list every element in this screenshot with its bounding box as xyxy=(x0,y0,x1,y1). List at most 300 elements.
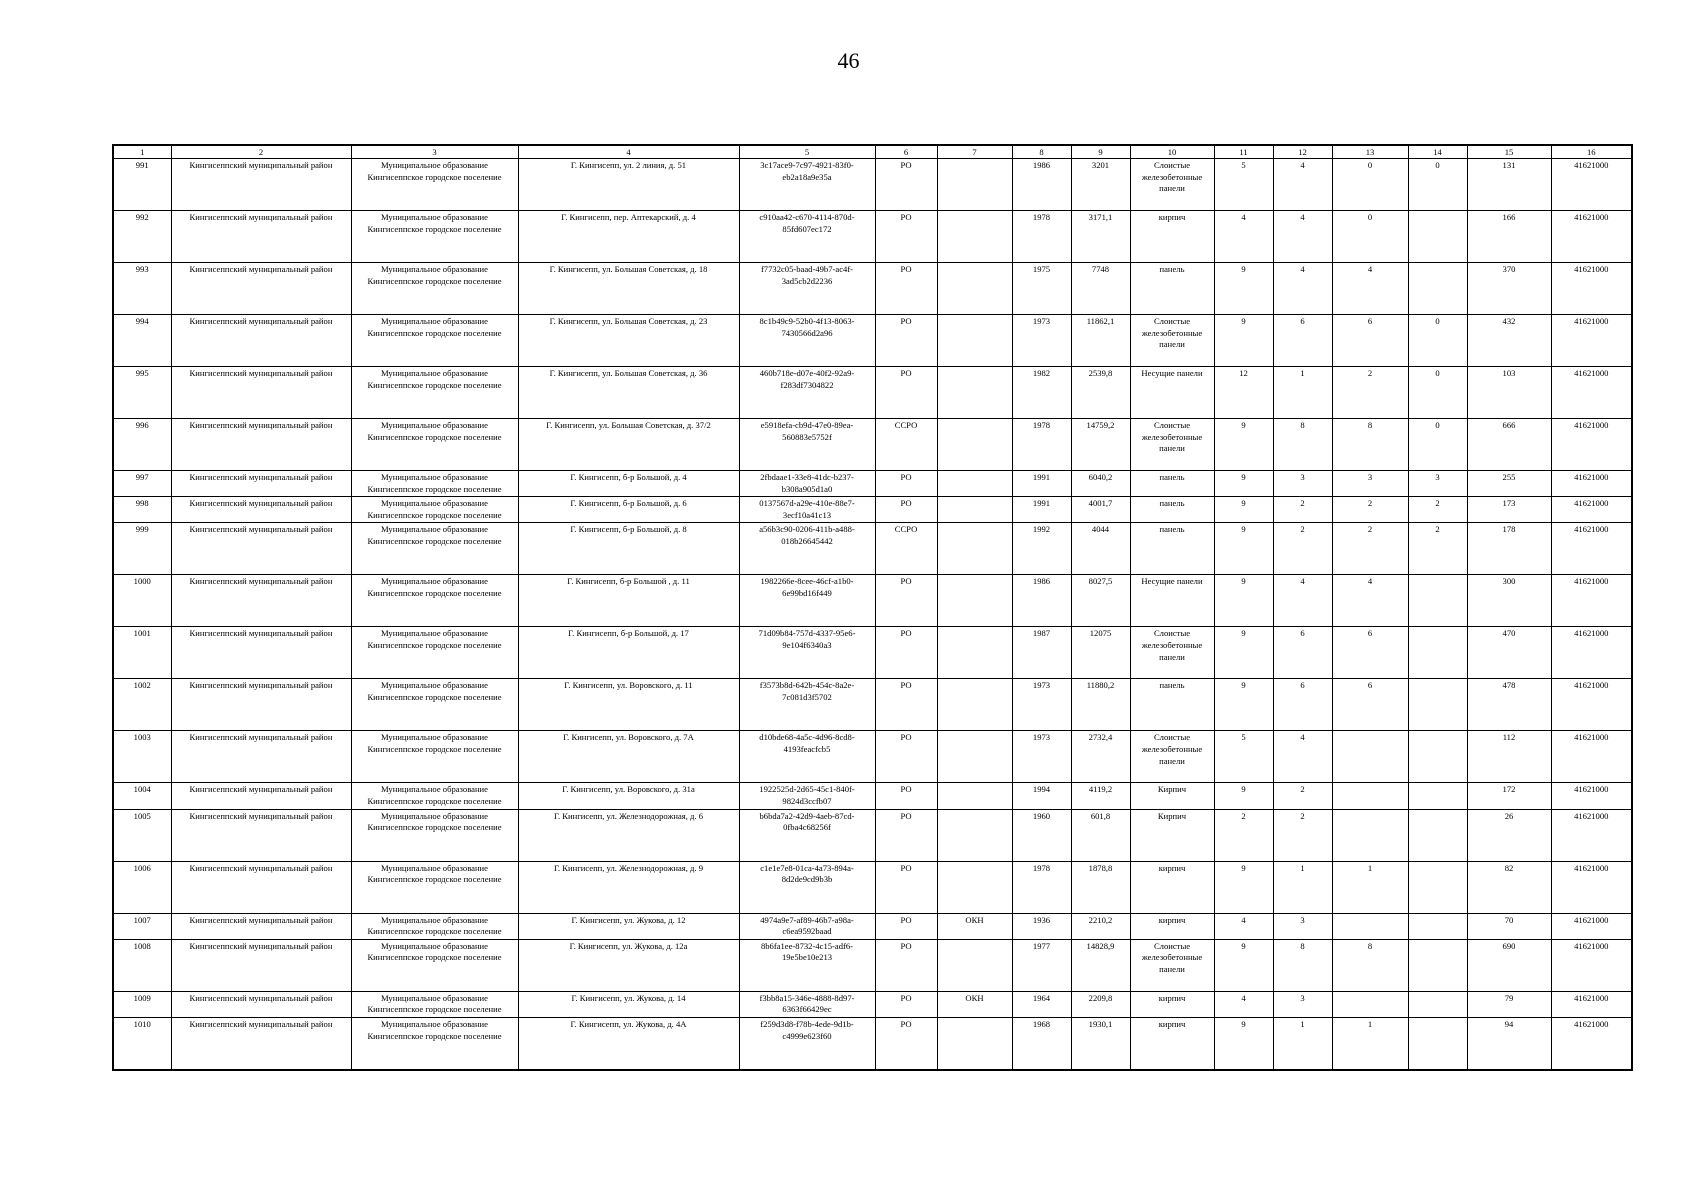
table-cell-col-6: РО xyxy=(875,809,937,861)
table-cell-col-8: 1973 xyxy=(1012,731,1071,783)
table-cell-col-12: 4 xyxy=(1273,211,1332,263)
table-cell-col-16: 41621000 xyxy=(1551,575,1632,627)
table-cell-col-16: 41621000 xyxy=(1551,991,1632,1017)
table-cell-col-5: 8c1b49c9-52b0-4f13-8063-7430566d2a96 xyxy=(739,315,875,367)
table-cell-col-13: 6 xyxy=(1332,627,1408,679)
table-cell-col-4: Г. Кингисепп, б-р Большой, д. 17 xyxy=(518,627,739,679)
table-cell-col-2: Кингисеппский муниципальный район xyxy=(171,263,351,315)
table-row xyxy=(113,991,1632,1017)
table-cell-col-10: Слоистые железобетонные панели xyxy=(1130,315,1214,367)
table-cell-col-15: 178 xyxy=(1467,523,1551,575)
table-cell-col-4: Г. Кингисепп, ул. Жукова, д. 4А xyxy=(518,1017,739,1070)
table-cell-col-5: b6bda7a2-42d9-4aeb-87cd-0fba4c68256f xyxy=(739,809,875,861)
table-cell-col-10: Слоистые железобетонные панели xyxy=(1130,939,1214,991)
table-cell-col-5: f7732c05-baad-49b7-ac4f-3ad5cb2d2236 xyxy=(739,263,875,315)
table-cell-col-11: 9 xyxy=(1214,939,1273,991)
table-cell-col-6: РО xyxy=(875,991,937,1017)
table-cell-col-1: 996 xyxy=(113,419,171,471)
table-cell-col-8: 1986 xyxy=(1012,575,1071,627)
table-row xyxy=(113,627,1632,679)
table-cell-col-2: Кингисеппский муниципальный район xyxy=(171,1017,351,1070)
table-row xyxy=(113,809,1632,861)
table-cell-col-12: 2 xyxy=(1273,809,1332,861)
table-cell-col-4: Г. Кингисепп, б-р Большой, д. 8 xyxy=(518,523,739,575)
table-cell-col-5: 4974a9e7-af89-46b7-a98a-c6ea9592baad xyxy=(739,913,875,939)
table-cell-col-15: 173 xyxy=(1467,497,1551,523)
table-cell-col-10: кирпич xyxy=(1130,861,1214,913)
table-cell-col-8: 1978 xyxy=(1012,211,1071,263)
table-cell-col-8: 1973 xyxy=(1012,679,1071,731)
table-cell-col-9: 14828,9 xyxy=(1071,939,1130,991)
table-cell-col-12: 3 xyxy=(1273,471,1332,497)
table-cell-col-6: РО xyxy=(875,1017,937,1070)
table-cell-col-11: 9 xyxy=(1214,419,1273,471)
column-header-7: 7 xyxy=(937,145,1012,159)
table-cell-col-7 xyxy=(937,627,1012,679)
table-cell-col-12: 6 xyxy=(1273,315,1332,367)
table-cell-col-10: панель xyxy=(1130,497,1214,523)
table-row xyxy=(113,939,1632,991)
table-cell-col-13: 1 xyxy=(1332,1017,1408,1070)
table-cell-col-15: 470 xyxy=(1467,627,1551,679)
table-cell-col-4: Г. Кингисепп, ул. Воровского, д. 31а xyxy=(518,783,739,809)
table-cell-col-7 xyxy=(937,471,1012,497)
table-cell-col-15: 103 xyxy=(1467,367,1551,419)
table-row xyxy=(113,731,1632,783)
column-header-9: 9 xyxy=(1071,145,1130,159)
table-cell-col-14: 2 xyxy=(1408,497,1467,523)
table-cell-col-16: 41621000 xyxy=(1551,1017,1632,1070)
table-cell-col-8: 1968 xyxy=(1012,1017,1071,1070)
table-row xyxy=(113,679,1632,731)
table-cell-col-11: 2 xyxy=(1214,809,1273,861)
table-cell-col-13: 0 xyxy=(1332,159,1408,211)
table-cell-col-1: 1000 xyxy=(113,575,171,627)
table-cell-col-14 xyxy=(1408,575,1467,627)
table-cell-col-10: кирпич xyxy=(1130,991,1214,1017)
table-cell-col-5: 1922525d-2d65-45c1-840f-9824d3ccfb07 xyxy=(739,783,875,809)
table-cell-col-13: 0 xyxy=(1332,211,1408,263)
table-cell-col-10: панель xyxy=(1130,471,1214,497)
table-cell-col-9: 11862,1 xyxy=(1071,315,1130,367)
table-cell-col-5: f3573b8d-642b-454c-8a2e-7c081d3f5702 xyxy=(739,679,875,731)
table-cell-col-14: 2 xyxy=(1408,523,1467,575)
table-cell-col-12: 1 xyxy=(1273,1017,1332,1070)
table-cell-col-4: Г. Кингисепп, ул. Воровского, д. 11 xyxy=(518,679,739,731)
table-cell-col-16: 41621000 xyxy=(1551,523,1632,575)
table-cell-col-9: 2209,8 xyxy=(1071,991,1130,1017)
table-cell-col-5: c910aa42-c670-4114-870d-85fd607ec172 xyxy=(739,211,875,263)
table-cell-col-4: Г. Кингисепп, ул. Большая Советская, д. 18 xyxy=(518,263,739,315)
header-row xyxy=(113,145,1632,159)
table-cell-col-1: 1008 xyxy=(113,939,171,991)
table-cell-col-3: Муниципальное образование Кингисеппское городское поселение xyxy=(351,1017,518,1070)
table-cell-col-14 xyxy=(1408,1017,1467,1070)
page-number: 46 xyxy=(837,48,860,73)
table-cell-col-4: Г. Кингисепп, ул. Воровского, д. 7А xyxy=(518,731,739,783)
table-cell-col-4: Г. Кингисепп, б-р Большой, д. 4 xyxy=(518,471,739,497)
table-cell-col-9: 2210,2 xyxy=(1071,913,1130,939)
table-cell-col-4: Г. Кингисепп, ул. 2 линия, д. 51 xyxy=(518,159,739,211)
table-cell-col-8: 1982 xyxy=(1012,367,1071,419)
table-cell-col-16: 41621000 xyxy=(1551,939,1632,991)
table-cell-col-2: Кингисеппский муниципальный район xyxy=(171,419,351,471)
table-cell-col-2: Кингисеппский муниципальный район xyxy=(171,809,351,861)
table-cell-col-10: Слоистые железобетонные панели xyxy=(1130,627,1214,679)
table-cell-col-11: 4 xyxy=(1214,991,1273,1017)
table-cell-col-14 xyxy=(1408,679,1467,731)
table-cell-col-11: 9 xyxy=(1214,471,1273,497)
table-cell-col-15: 70 xyxy=(1467,913,1551,939)
table-cell-col-6: РО xyxy=(875,679,937,731)
table-cell-col-11: 5 xyxy=(1214,159,1273,211)
table-cell-col-1: 999 xyxy=(113,523,171,575)
table-cell-col-10: кирпич xyxy=(1130,1017,1214,1070)
table-row xyxy=(113,471,1632,497)
table-cell-col-16: 41621000 xyxy=(1551,471,1632,497)
table-cell-col-11: 9 xyxy=(1214,263,1273,315)
table-row xyxy=(113,211,1632,263)
table-cell-col-13: 1 xyxy=(1332,861,1408,913)
table-cell-col-16: 41621000 xyxy=(1551,159,1632,211)
table-cell-col-9: 7748 xyxy=(1071,263,1130,315)
table-cell-col-14 xyxy=(1408,913,1467,939)
table-cell-col-15: 26 xyxy=(1467,809,1551,861)
table-row xyxy=(113,913,1632,939)
table-cell-col-11: 9 xyxy=(1214,783,1273,809)
table-cell-col-15: 82 xyxy=(1467,861,1551,913)
table-cell-col-7 xyxy=(937,367,1012,419)
table-cell-col-7 xyxy=(937,575,1012,627)
table-cell-col-12: 8 xyxy=(1273,939,1332,991)
table-cell-col-12: 4 xyxy=(1273,575,1332,627)
table-cell-col-14: 0 xyxy=(1408,367,1467,419)
table-cell-col-9: 4001,7 xyxy=(1071,497,1130,523)
table-cell-col-4: Г. Кингисепп, б-р Большой, д. 6 xyxy=(518,497,739,523)
table-cell-col-7 xyxy=(937,939,1012,991)
table-cell-col-11: 9 xyxy=(1214,861,1273,913)
table-cell-col-6: РО xyxy=(875,731,937,783)
table-cell-col-15: 166 xyxy=(1467,211,1551,263)
table-cell-col-15: 432 xyxy=(1467,315,1551,367)
table-cell-col-4: Г. Кингисепп, ул. Железнодорожная, д. 9 xyxy=(518,861,739,913)
table-cell-col-15: 370 xyxy=(1467,263,1551,315)
table-cell-col-1: 1005 xyxy=(113,809,171,861)
table-cell-col-8: 1975 xyxy=(1012,263,1071,315)
table-cell-col-5: c1e1e7e8-01ca-4a73-894a-8d2de9cd9b3b xyxy=(739,861,875,913)
table-cell-col-7 xyxy=(937,731,1012,783)
table-cell-col-3: Муниципальное образование Кингисеппское городское поселение xyxy=(351,939,518,991)
table-cell-col-4: Г. Кингисепп, ул. Большая Советская, д. 36 xyxy=(518,367,739,419)
table-cell-col-1: 994 xyxy=(113,315,171,367)
table-cell-col-14 xyxy=(1408,783,1467,809)
table-cell-col-11: 9 xyxy=(1214,679,1273,731)
table-cell-col-15: 255 xyxy=(1467,471,1551,497)
table-cell-col-1: 998 xyxy=(113,497,171,523)
table-cell-col-3: Муниципальное образование Кингисеппское городское поселение xyxy=(351,731,518,783)
column-header-5: 5 xyxy=(739,145,875,159)
table-cell-col-2: Кингисеппский муниципальный район xyxy=(171,315,351,367)
table-cell-col-13 xyxy=(1332,913,1408,939)
table-cell-col-9: 12075 xyxy=(1071,627,1130,679)
table-cell-col-11: 5 xyxy=(1214,731,1273,783)
table-row xyxy=(113,159,1632,211)
column-header-10: 10 xyxy=(1130,145,1214,159)
table-cell-col-6: РО xyxy=(875,159,937,211)
table-cell-col-14: 3 xyxy=(1408,471,1467,497)
table-cell-col-3: Муниципальное образование Кингисеппское городское поселение xyxy=(351,471,518,497)
column-header-13: 13 xyxy=(1332,145,1408,159)
table-cell-col-8: 1964 xyxy=(1012,991,1071,1017)
table-cell-col-6: ССРО xyxy=(875,523,937,575)
column-header-8: 8 xyxy=(1012,145,1071,159)
table-cell-col-9: 8027,5 xyxy=(1071,575,1130,627)
column-header-2: 2 xyxy=(171,145,351,159)
table-cell-col-2: Кингисеппский муниципальный район xyxy=(171,783,351,809)
table-cell-col-10: кирпич xyxy=(1130,913,1214,939)
table-cell-col-8: 1977 xyxy=(1012,939,1071,991)
table-cell-col-2: Кингисеппский муниципальный район xyxy=(171,939,351,991)
table-cell-col-8: 1991 xyxy=(1012,471,1071,497)
table-cell-col-12: 1 xyxy=(1273,367,1332,419)
table-cell-col-6: РО xyxy=(875,627,937,679)
table-cell-col-9: 601,8 xyxy=(1071,809,1130,861)
table-cell-col-4: Г. Кингисепп, пер. Аптекарский, д. 4 xyxy=(518,211,739,263)
column-header-12: 12 xyxy=(1273,145,1332,159)
table-cell-col-12: 4 xyxy=(1273,263,1332,315)
table-cell-col-14 xyxy=(1408,731,1467,783)
table-cell-col-8: 1991 xyxy=(1012,497,1071,523)
table-cell-col-10: панель xyxy=(1130,523,1214,575)
table-cell-col-15: 478 xyxy=(1467,679,1551,731)
table-cell-col-11: 4 xyxy=(1214,913,1273,939)
table-cell-col-16: 41621000 xyxy=(1551,367,1632,419)
table-cell-col-14 xyxy=(1408,861,1467,913)
table-cell-col-5: 2fbdaae1-33e8-41dc-b237-b308a905d1a0 xyxy=(739,471,875,497)
table-cell-col-10: Несущие панели xyxy=(1130,367,1214,419)
table-cell-col-5: 0137567d-a29e-410e-88e7-3ecf10a41c13 xyxy=(739,497,875,523)
table-cell-col-16: 41621000 xyxy=(1551,783,1632,809)
column-header-11: 11 xyxy=(1214,145,1273,159)
table-row xyxy=(113,1017,1632,1070)
table-cell-col-4: Г. Кингисепп, ул. Большая Советская, д. 37/2 xyxy=(518,419,739,471)
column-header-4: 4 xyxy=(518,145,739,159)
table-cell-col-5: 8b6fa1ee-8732-4c15-adf6-19e5be10e213 xyxy=(739,939,875,991)
table-cell-col-6: ССРО xyxy=(875,419,937,471)
table-cell-col-1: 997 xyxy=(113,471,171,497)
table-cell-col-8: 1986 xyxy=(1012,159,1071,211)
table-row xyxy=(113,419,1632,471)
table-cell-col-3: Муниципальное образование Кингисеппское городское поселение xyxy=(351,523,518,575)
table-cell-col-3: Муниципальное образование Кингисеппское городское поселение xyxy=(351,861,518,913)
table-cell-col-15: 172 xyxy=(1467,783,1551,809)
table-cell-col-8: 1978 xyxy=(1012,861,1071,913)
table-cell-col-14 xyxy=(1408,263,1467,315)
table-cell-col-2: Кингисеппский муниципальный район xyxy=(171,497,351,523)
table-cell-col-4: Г. Кингисепп, ул. Большая Советская, д. 23 xyxy=(518,315,739,367)
table-cell-col-5: f259d3d8-f78b-4ede-9d1b-c4999e623f60 xyxy=(739,1017,875,1070)
table-row xyxy=(113,367,1632,419)
table-cell-col-1: 991 xyxy=(113,159,171,211)
table-row xyxy=(113,523,1632,575)
table-cell-col-3: Муниципальное образование Кингисеппское городское поселение xyxy=(351,159,518,211)
table-cell-col-14: 0 xyxy=(1408,159,1467,211)
column-header-14: 14 xyxy=(1408,145,1467,159)
table-cell-col-2: Кингисеппский муниципальный район xyxy=(171,523,351,575)
table-row xyxy=(113,783,1632,809)
table-cell-col-10: Слоистые железобетонные панели xyxy=(1130,159,1214,211)
table-cell-col-3: Муниципальное образование Кингисеппское городское поселение xyxy=(351,575,518,627)
table-row xyxy=(113,575,1632,627)
table-cell-col-3: Муниципальное образование Кингисеппское городское поселение xyxy=(351,315,518,367)
table-cell-col-2: Кингисеппский муниципальный район xyxy=(171,913,351,939)
table-cell-col-6: РО xyxy=(875,497,937,523)
table-cell-col-16: 41621000 xyxy=(1551,913,1632,939)
table-cell-col-4: Г. Кингисепп, ул. Жукова, д. 12 xyxy=(518,913,739,939)
table-cell-col-16: 41621000 xyxy=(1551,809,1632,861)
table-cell-col-7 xyxy=(937,263,1012,315)
table-cell-col-11: 4 xyxy=(1214,211,1273,263)
table-cell-col-11: 9 xyxy=(1214,627,1273,679)
table-cell-col-13 xyxy=(1332,783,1408,809)
table-cell-col-14 xyxy=(1408,627,1467,679)
table-cell-col-15: 300 xyxy=(1467,575,1551,627)
table-cell-col-13: 8 xyxy=(1332,419,1408,471)
table-cell-col-10: Кирпич xyxy=(1130,809,1214,861)
table-cell-col-9: 2539,8 xyxy=(1071,367,1130,419)
table-cell-col-12: 1 xyxy=(1273,861,1332,913)
table-cell-col-4: Г. Кингисепп, б-р Большой , д. 11 xyxy=(518,575,739,627)
table-cell-col-12: 3 xyxy=(1273,991,1332,1017)
table-cell-col-16: 41621000 xyxy=(1551,211,1632,263)
table-cell-col-8: 1978 xyxy=(1012,419,1071,471)
table-cell-col-7 xyxy=(937,419,1012,471)
table-cell-col-4: Г. Кингисепп, ул. Жукова, д. 12а xyxy=(518,939,739,991)
table-cell-col-16: 41621000 xyxy=(1551,861,1632,913)
table-cell-col-13: 8 xyxy=(1332,939,1408,991)
table-cell-col-2: Кингисеппский муниципальный район xyxy=(171,159,351,211)
table-cell-col-5: e5918efa-cb9d-47e0-89ea-560883e5752f xyxy=(739,419,875,471)
table-cell-col-13: 4 xyxy=(1332,263,1408,315)
table-cell-col-16: 41621000 xyxy=(1551,419,1632,471)
table-cell-col-12: 6 xyxy=(1273,679,1332,731)
table-cell-col-9: 3201 xyxy=(1071,159,1130,211)
table-cell-col-13: 2 xyxy=(1332,523,1408,575)
table-cell-col-1: 992 xyxy=(113,211,171,263)
table-cell-col-15: 131 xyxy=(1467,159,1551,211)
table-cell-col-9: 1878,8 xyxy=(1071,861,1130,913)
table-cell-col-11: 9 xyxy=(1214,315,1273,367)
table-cell-col-1: 1006 xyxy=(113,861,171,913)
table-cell-col-12: 4 xyxy=(1273,159,1332,211)
table-cell-col-5: d10bde68-4a5c-4d96-8cd8-4193feacfcb5 xyxy=(739,731,875,783)
table-cell-col-14 xyxy=(1408,211,1467,263)
table-cell-col-7: ОКН xyxy=(937,913,1012,939)
table-cell-col-12: 2 xyxy=(1273,783,1332,809)
table-row xyxy=(113,497,1632,523)
table-cell-col-7 xyxy=(937,783,1012,809)
table-cell-col-12: 3 xyxy=(1273,913,1332,939)
table-cell-col-1: 1003 xyxy=(113,731,171,783)
table-cell-col-7 xyxy=(937,497,1012,523)
table-cell-col-12: 6 xyxy=(1273,627,1332,679)
table-cell-col-14 xyxy=(1408,939,1467,991)
table-cell-col-10: Слоистые железобетонные панели xyxy=(1130,419,1214,471)
table-cell-col-16: 41621000 xyxy=(1551,627,1632,679)
table-cell-col-3: Муниципальное образование Кингисеппское городское поселение xyxy=(351,783,518,809)
table-cell-col-5: 3c17ace9-7c97-4921-83f0-eb2a18a9e35a xyxy=(739,159,875,211)
table-cell-col-16: 41621000 xyxy=(1551,263,1632,315)
table-cell-col-5: f3bb8a15-346e-4888-8d97-6363f66429ec xyxy=(739,991,875,1017)
table-cell-col-11: 9 xyxy=(1214,497,1273,523)
table-cell-col-13: 2 xyxy=(1332,367,1408,419)
table-cell-col-10: Несущие панели xyxy=(1130,575,1214,627)
table-cell-col-2: Кингисеппский муниципальный район xyxy=(171,731,351,783)
table-cell-col-6: РО xyxy=(875,263,937,315)
table-row xyxy=(113,315,1632,367)
table-cell-col-9: 14759,2 xyxy=(1071,419,1130,471)
table-cell-col-3: Муниципальное образование Кингисеппское городское поселение xyxy=(351,991,518,1017)
table-cell-col-10: панель xyxy=(1130,679,1214,731)
table-cell-col-16: 41621000 xyxy=(1551,731,1632,783)
table-cell-col-12: 4 xyxy=(1273,731,1332,783)
table-cell-col-6: РО xyxy=(875,367,937,419)
table-cell-col-1: 1004 xyxy=(113,783,171,809)
column-header-1: 1 xyxy=(113,145,171,159)
table-cell-col-10: панель xyxy=(1130,263,1214,315)
table-cell-col-13: 4 xyxy=(1332,575,1408,627)
table-cell-col-2: Кингисеппский муниципальный район xyxy=(171,471,351,497)
table-cell-col-7 xyxy=(937,1017,1012,1070)
table-cell-col-1: 995 xyxy=(113,367,171,419)
table-cell-col-13 xyxy=(1332,991,1408,1017)
table-cell-col-1: 1010 xyxy=(113,1017,171,1070)
table-cell-col-1: 1001 xyxy=(113,627,171,679)
table-cell-col-10: кирпич xyxy=(1130,211,1214,263)
table-cell-col-16: 41621000 xyxy=(1551,497,1632,523)
table-cell-col-3: Муниципальное образование Кингисеппское городское поселение xyxy=(351,367,518,419)
table-cell-col-5: 460b718e-d07e-40f2-92a9-f283df7304822 xyxy=(739,367,875,419)
table-cell-col-14 xyxy=(1408,809,1467,861)
table-cell-col-15: 690 xyxy=(1467,939,1551,991)
table-cell-col-1: 1002 xyxy=(113,679,171,731)
table-cell-col-6: РО xyxy=(875,575,937,627)
table-cell-col-13: 2 xyxy=(1332,497,1408,523)
table-cell-col-6: РО xyxy=(875,211,937,263)
table-cell-col-13: 3 xyxy=(1332,471,1408,497)
table-cell-col-6: РО xyxy=(875,939,937,991)
column-header-6: 6 xyxy=(875,145,937,159)
table-cell-col-13 xyxy=(1332,809,1408,861)
table-cell-col-7 xyxy=(937,523,1012,575)
table-cell-col-3: Муниципальное образование Кингисеппское городское поселение xyxy=(351,211,518,263)
table-cell-col-3: Муниципальное образование Кингисеппское городское поселение xyxy=(351,263,518,315)
table-cell-col-6: РО xyxy=(875,471,937,497)
table-cell-col-1: 1009 xyxy=(113,991,171,1017)
table-row xyxy=(113,861,1632,913)
table-cell-col-2: Кингисеппский муниципальный район xyxy=(171,627,351,679)
table-cell-col-12: 2 xyxy=(1273,497,1332,523)
table-cell-col-3: Муниципальное образование Кингисеппское городское поселение xyxy=(351,497,518,523)
table-cell-col-16: 41621000 xyxy=(1551,315,1632,367)
table-cell-col-5: 1982266e-8cee-46cf-a1b0-6e99bd16f449 xyxy=(739,575,875,627)
table-cell-col-12: 8 xyxy=(1273,419,1332,471)
table-cell-col-16: 41621000 xyxy=(1551,679,1632,731)
table-cell-col-8: 1994 xyxy=(1012,783,1071,809)
table-cell-col-2: Кингисеппский муниципальный район xyxy=(171,861,351,913)
table-cell-col-8: 1960 xyxy=(1012,809,1071,861)
table-cell-col-7: ОКН xyxy=(937,991,1012,1017)
